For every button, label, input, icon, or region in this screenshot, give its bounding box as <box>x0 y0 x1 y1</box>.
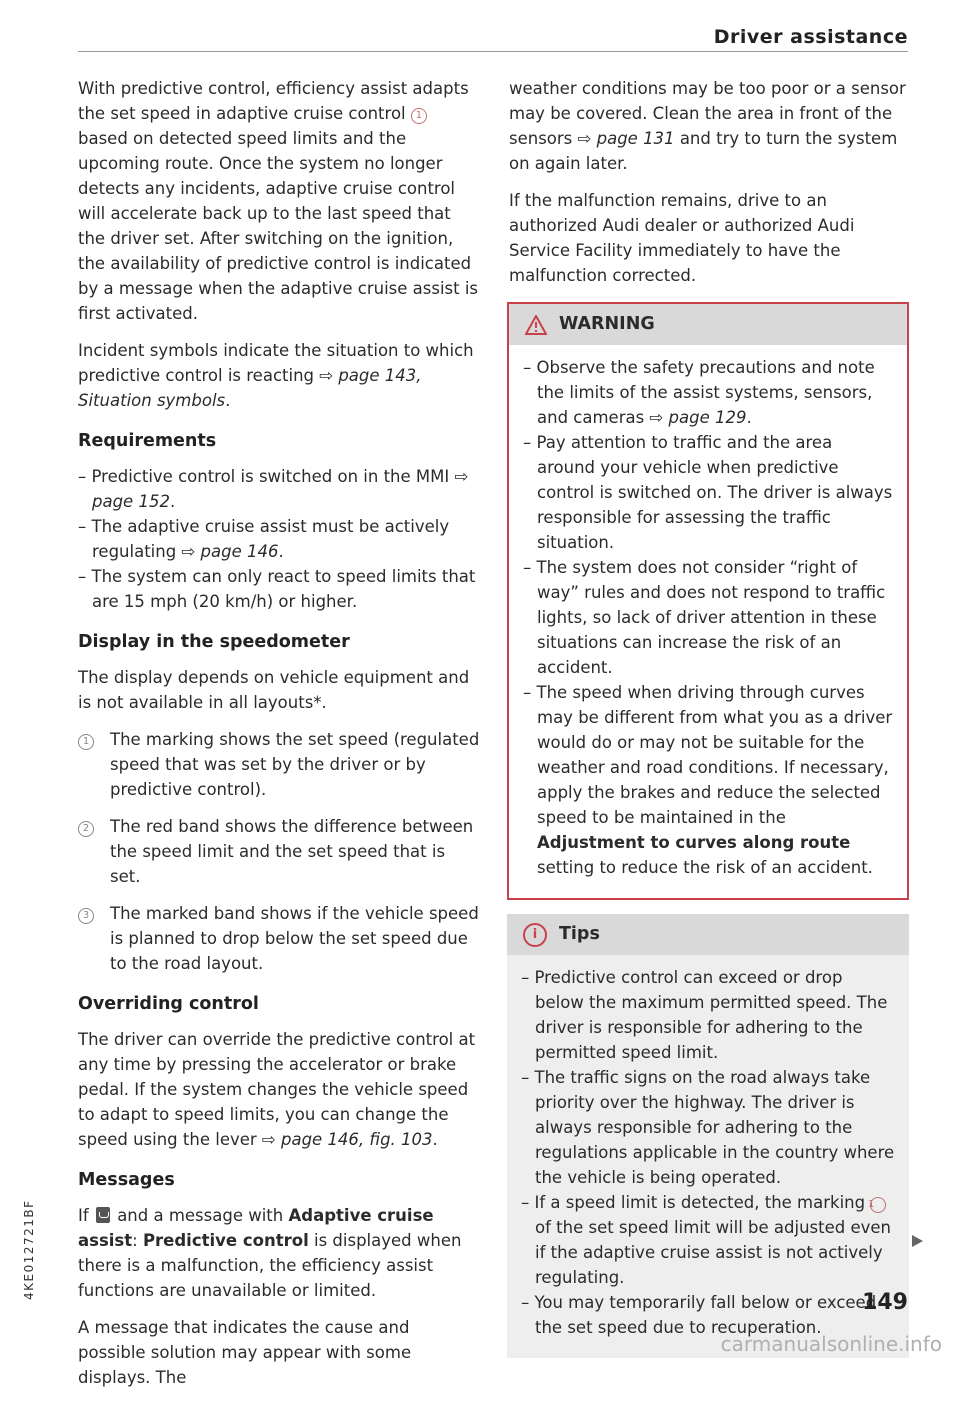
header-rule <box>78 51 908 52</box>
tips-header: i Tips <box>507 914 909 955</box>
list-item: – Predictive control can exceed or drop below the maximum permitted speed. The driver is responsible for adhering to the permitted speed limit. <box>521 965 895 1065</box>
messages-heading: Messages <box>78 1170 175 1190</box>
callout-1-icon: 1 <box>870 1197 886 1213</box>
cruise-warning-icon <box>96 1207 110 1223</box>
callout-number-icon: 1 <box>78 734 94 750</box>
list-item: – The adaptive cruise assist must be actively regulating ⇨ page 146. <box>78 514 480 564</box>
tips-box <box>507 914 909 1358</box>
requirements-list <box>78 464 480 614</box>
callout-item: 3 The marked band shows if the vehicle speed is planned to drop below the set speed due to the road layout. <box>78 901 480 976</box>
page-link[interactable]: page 131 <box>596 129 675 148</box>
override-heading: Overriding control <box>78 994 259 1014</box>
callout-number-icon: 3 <box>78 908 94 924</box>
page-link[interactable]: page 146 <box>200 542 279 561</box>
document-code: 4KE012721BF <box>22 1199 36 1300</box>
list-item: – The speed when driving through curves may be different from what you as a driver would do or may not be suitable for the weather and road conditions. If necessary, apply the brakes and reduce the selected speed to be maintained in the Adjustment to curves along route setting to reduce the risk of an accident. <box>523 680 893 880</box>
messages-paragraph: If and a message with Adaptive cruise assist: Predictive control is displayed when there is a malfunction, the efficiency assist functions are unavailable or limited. <box>78 1206 462 1300</box>
callout-1-icon: 1 <box>411 108 427 124</box>
right-column <box>509 76 909 1358</box>
list-item: – Pay attention to traffic and the area around your vehicle when predictive control is switched on. The driver is always responsible for assessing the traffic situation. <box>523 430 893 555</box>
info-icon: i <box>523 923 547 947</box>
override-paragraph: The driver can override the predictive control at any time by pressing the accelerator or brake pedal. If the system changes the vehicle speed to adapt to speed limits, you can change the speed using the lever ⇨ page 146, fig. 103. <box>78 1030 476 1149</box>
continue-arrow-icon <box>912 1235 923 1247</box>
callout-number-icon: 2 <box>78 821 94 837</box>
list-item: – If a speed limit is detected, the marking 1 of the set speed limit will be adjusted even if the adaptive cruise assist is not actively regulating. <box>521 1190 895 1290</box>
incident-paragraph: Incident symbols indicate the situation to which predictive control is reacting ⇨ page 143, Situation symbols. <box>78 341 474 410</box>
list-item: – The traffic signs on the road always take priority over the highway. The driver is always responsible for adhering to the regulations applicable in the country where the vehicle is being operated. <box>521 1065 895 1190</box>
running-header: Driver assistance <box>713 26 908 48</box>
list-item: – The system does not consider “right of way” rules and does not respond to traffic lights, so lack of driver attention in these situations can increase the risk of an accident. <box>523 555 893 680</box>
warning-box <box>507 302 909 900</box>
requirements-heading: Requirements <box>78 431 217 451</box>
watermark: carmanualsonline.info <box>720 1332 942 1356</box>
page-link[interactable]: page 129 <box>668 408 747 427</box>
warning-triangle-icon <box>525 315 547 335</box>
page-link[interactable]: page 152 <box>92 492 170 511</box>
callout-item: 2 The red band shows the difference between the speed limit and the set speed that is set. <box>78 814 480 889</box>
messages-paragraph-2: A message that indicates the cause and possible solution may appear with some displays. The <box>78 1318 412 1387</box>
page-link[interactable]: page 143, Situation symbols <box>78 366 422 410</box>
left-column <box>78 76 480 1402</box>
intro-paragraph: With predictive control, efficiency assist adapts the set speed in adaptive cruise control 1 based on detected speed limits and the upcoming route. Once the system no longer detects any incidents, adaptive cruise control will accelerate back up to the last speed that the driver set. After switching on the ignition, the availability of predictive control is indicated by a message when the adaptive cruise assist is first activated. <box>78 79 479 323</box>
continued-paragraph: weather conditions may be too poor or a sensor may be covered. Clean the area in front of the sensors ⇨ page 131 and try to turn the system on again later. <box>509 79 906 173</box>
warning-list <box>523 355 893 880</box>
speedometer-heading: Display in the speedometer <box>78 632 350 652</box>
list-item: – You may temporarily fall below or exceed the set speed due to recuperation. <box>521 1290 895 1340</box>
list-item: – Predictive control is switched on in the MMI ⇨ page 152. <box>78 464 480 514</box>
list-item: – The system can only react to speed limits that are 15 mph (20 km/h) or higher. <box>78 564 480 614</box>
page-link[interactable]: page 146, fig. 103 <box>280 1130 433 1149</box>
callout-item: 1 The marking shows the set speed (regulated speed that was set by the driver or by predictive control). <box>78 727 480 802</box>
tips-list <box>521 965 895 1340</box>
page-number: 149 <box>862 1290 908 1315</box>
speedometer-paragraph: The display depends on vehicle equipment and is not available in all layouts*. <box>78 668 470 712</box>
list-item: – Observe the safety precautions and note the limits of the assist systems, sensors, and cameras ⇨ page 129. <box>523 355 893 430</box>
warning-header: WARNING <box>509 304 907 345</box>
malfunction-paragraph: If the malfunction remains, drive to an authorized Audi dealer or authorized Audi Service Facility immediately to have the malfunction corrected. <box>509 191 855 285</box>
